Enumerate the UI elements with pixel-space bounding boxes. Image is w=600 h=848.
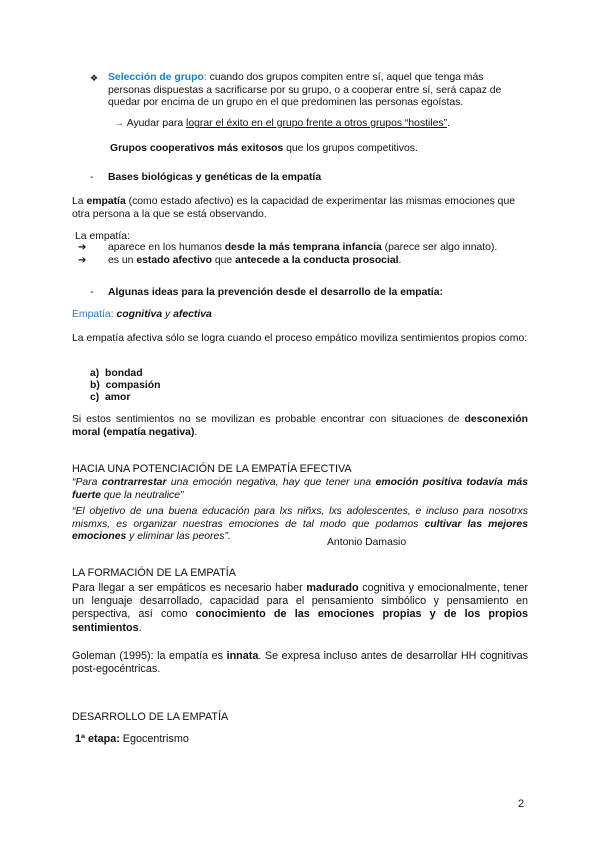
potenciacion-heading: HACIA UNA POTENCIACIÓN DE LA EMPATÍA EFECTIVA (72, 463, 352, 475)
arrow-bullet-icon: ➔ (78, 255, 87, 266)
quote-2: “El objetivo de una buena educación para lxs niñxs, lxs adolescentes, e incluso para nosotrxs mismxs, es organizar nuestras emociones de tal modo que podamos cultivar las mejores emociones y eliminar las peores”. (72, 506, 528, 543)
formacion-heading: LA FORMACIÓN DE LA EMPATÍA (72, 567, 236, 579)
dash-bullet-icon: - (90, 172, 94, 183)
seleccion-arrow-line: → Ayudar para lograr el éxito en el grupo frente a otros grupos “hostiles”. (114, 118, 450, 129)
diamond-bullet-icon: ❖ (90, 73, 99, 83)
empatia-intro: La empatía: (75, 231, 130, 242)
goleman-paragraph: Goleman (1995): la empatía es innata. Se expresa incluso antes de desarrollar HH cognitivas post-egocéntricas. (72, 650, 528, 676)
desarrollo-heading: DESARROLLO DE LA EMPATÍA (72, 711, 229, 723)
dash-bullet-icon: - (90, 287, 94, 298)
list-item: c) amor (90, 392, 131, 403)
seleccion-paragraph: Selección de grupo: cuando dos grupos compiten entre sí, aquel que tenga más personas dispuestas a sacrificarse por su grupo, o a cooperar entre sí, será capaz de quedar por encima de un grupo en el que predominen las personas egoístas. (108, 72, 502, 109)
etapa-1: 1ª etapa: Egocentrismo (75, 733, 189, 745)
prevencion-heading: Algunas ideas para la prevención desde el desarrollo de la empatía: (108, 287, 443, 298)
empatia-afectiva-paragraph: La empatía afectiva sólo se logra cuando el proceso empático moviliza sentimientos propios como: (72, 333, 528, 344)
page-number: 2 (518, 798, 525, 810)
quote-author: Antonio Damasio (327, 537, 407, 548)
quote-1: “Para contrarrestar una emoción negativa, hay que tener una emoción positiva todavía más fuerte que la neutralice” (72, 477, 528, 501)
arrow-bullet-icon: ➔ (78, 242, 87, 253)
bases-heading: Bases biológicas y genéticas de la empatía (108, 172, 322, 183)
coop-line: Grupos cooperativos más exitosos que los grupos competitivos. (110, 143, 418, 154)
empatia-bullet-2: es un estado afectivo que antecede a la conducta prosocial. (108, 255, 402, 266)
empatia-definition: La empatía (como estado afectivo) es la capacidad de experimentar las mismas emociones que otra persona a la que se está observando. (72, 196, 515, 220)
empatia-types: Empatía: cognitiva y afectiva (72, 309, 212, 320)
list-item: b) compasión (90, 380, 161, 391)
right-arrow-icon: → (114, 118, 125, 129)
empatia-bullet-1: aparece en los humanos desde la más temprana infancia (parece ser algo innato). (108, 242, 498, 253)
formacion-paragraph: Para llegar a ser empáticos es necesario haber madurado cognitiva y emocionalmente, tener un lenguaje desarrollado, capacidad para el pensamiento simbólico y pensamiento en perspectiva, así como conocimiento de las emociones propias y de los propios sentimientos. (72, 582, 528, 634)
list-item: a) bondad (90, 368, 143, 379)
desconexion-paragraph: Si estos sentimientos no se movilizan es probable encontrar con situaciones de desconexión moral (empatía negativa). (72, 414, 528, 438)
